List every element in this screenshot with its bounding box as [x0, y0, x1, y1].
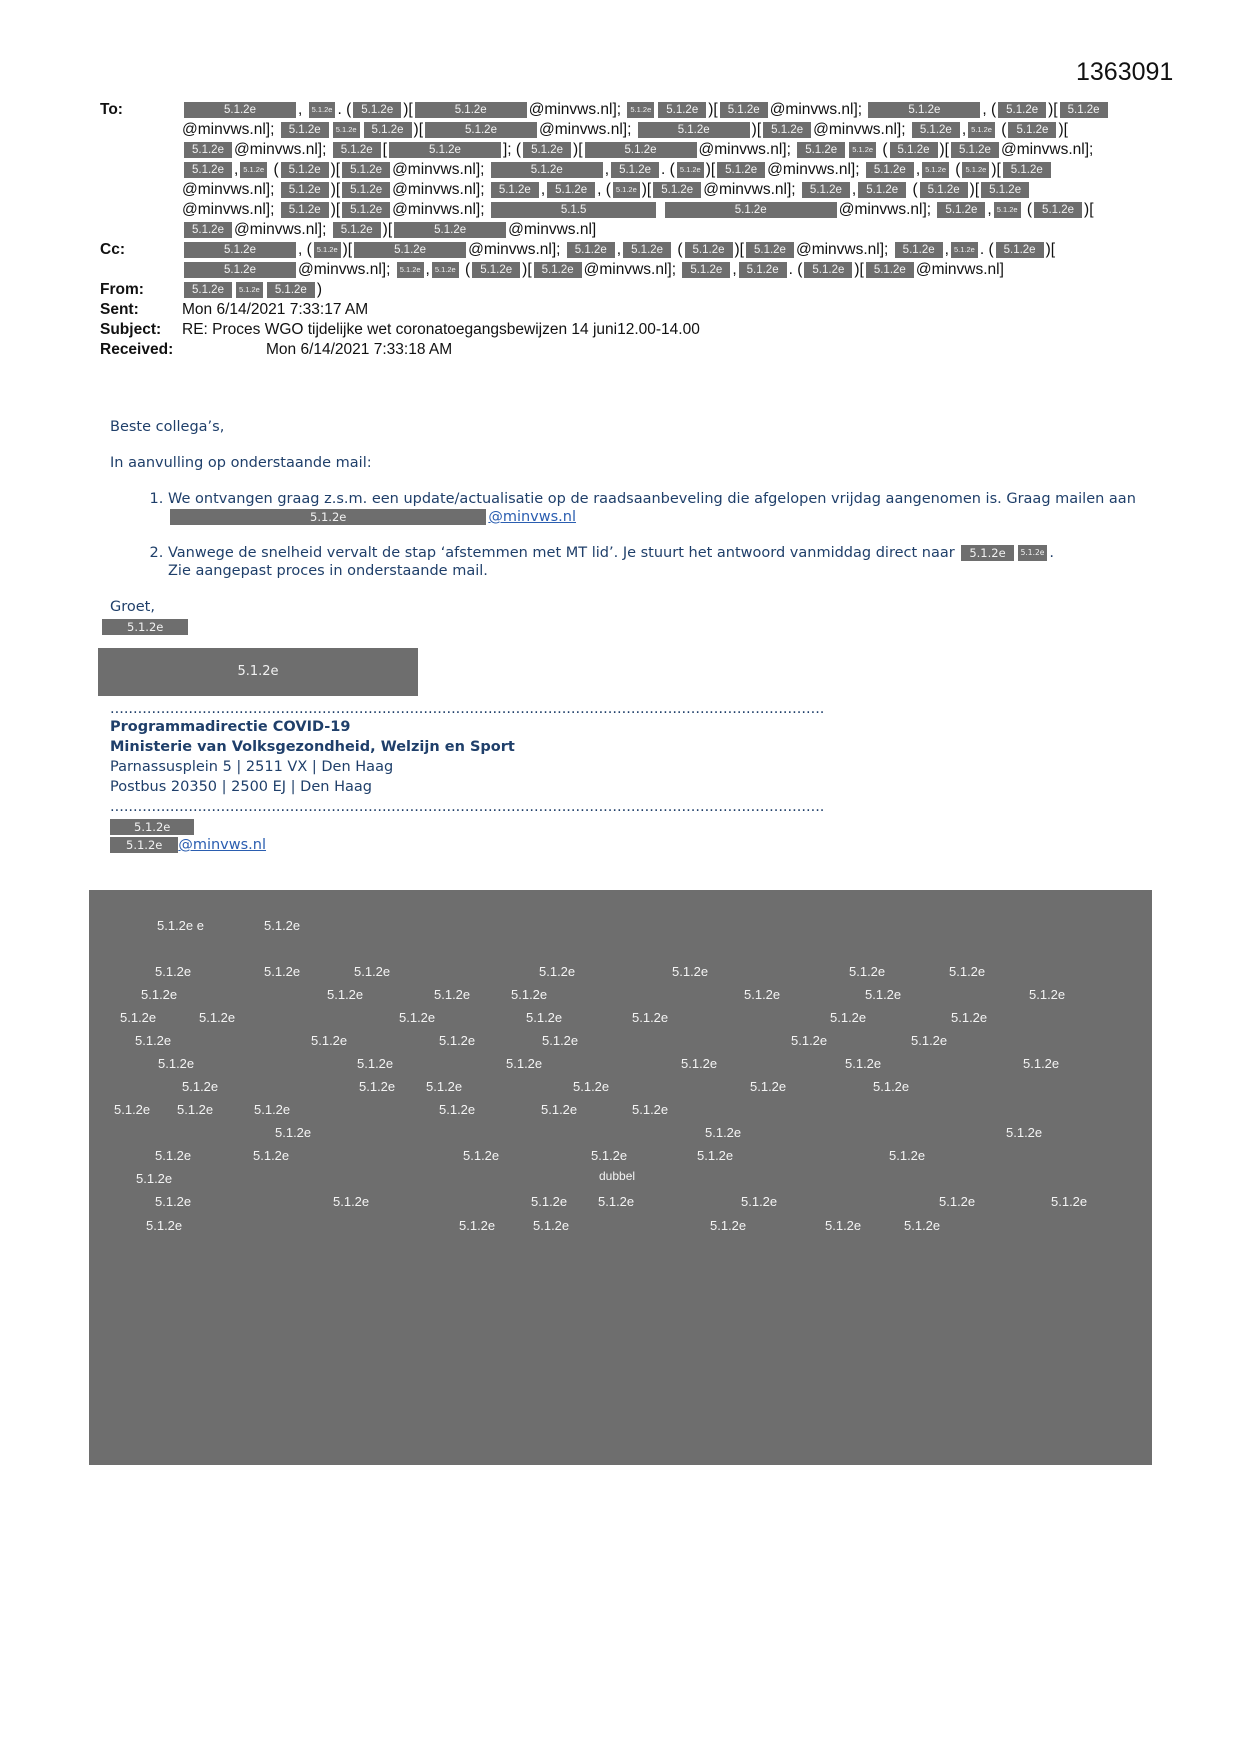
redaction-code: 5.1.2e — [311, 1033, 348, 1048]
redaction: 5.1.2e — [922, 162, 949, 178]
sent-value: Mon 6/14/2021 7:33:17 AM — [182, 301, 369, 318]
redaction-code: 5.1.2e — [533, 1218, 570, 1233]
email-domain: @minvws.nl]; — [838, 201, 932, 218]
redaction: 5.1.2e — [866, 162, 914, 178]
redaction: 5.1.2e — [547, 182, 595, 198]
redaction: 5.1.2e — [746, 242, 794, 258]
redaction: 5.1.2e — [240, 162, 267, 178]
redaction-code: 5.1.2e — [904, 1218, 941, 1233]
email-domain: @minvws.nl]; — [233, 141, 327, 158]
to-row — [100, 100, 1110, 240]
email-domain: @minvws.nl]; — [297, 261, 391, 278]
redaction-code: 5.1.2e — [275, 1125, 312, 1140]
email-domain: @minvws.nl]; — [698, 141, 791, 158]
document-number: 1363091 — [1076, 58, 1174, 86]
redaction-code: 5.1.2e — [830, 1010, 867, 1025]
redaction-code: 5.1.2e — [531, 1194, 568, 1209]
redaction-code: 5.1.2e — [333, 1194, 370, 1209]
redaction-code: 5.1.2e — [253, 1148, 290, 1163]
redaction-code: 5.1.2e — [949, 964, 986, 979]
redaction: 5.1.2e — [425, 122, 537, 138]
from-value: 5.1.2e 5.1.2e 5.1.2e ) — [182, 280, 1110, 300]
redaction: 5.1.2e — [611, 162, 659, 178]
redaction-code: 5.1.2e — [135, 1033, 172, 1048]
redaction: 5.1.2e — [937, 202, 985, 218]
redaction: 5.1.2e — [523, 142, 571, 158]
redaction: 5.1.2e — [281, 162, 329, 178]
redaction: 5.1.2e — [534, 262, 582, 278]
redaction: 5.1.2e — [342, 182, 390, 198]
redaction-code: 5.1.2e — [155, 1148, 192, 1163]
email-domain: @minvws.nl]; — [538, 121, 632, 138]
redaction-code: 5.1.2e — [327, 987, 364, 1002]
email-domain: @minvws.nl]; — [182, 201, 275, 218]
signature-image-redaction — [98, 648, 418, 696]
email-domain: @minvws.nl]; — [583, 261, 677, 278]
sent-row — [100, 300, 1110, 320]
item1-text: We ontvangen graag z.s.m. een update/actualisatie op de raadsaanbeveling die afgelopen vrijdag aangenomen is. Graag mailen aan — [168, 491, 1136, 507]
redaction: 5.1.2e — [110, 819, 194, 835]
redaction: 5.1.2e — [981, 182, 1029, 198]
redaction: 5.1.2e — [184, 162, 232, 178]
redaction-code: 5.1.2e — [354, 964, 391, 979]
redaction: 5.1.2e — [342, 202, 390, 218]
redaction: 5.1.2e — [638, 122, 750, 138]
redaction: 5.1.2e — [184, 222, 232, 238]
redaction: 5.1.2e — [1034, 202, 1082, 218]
redaction-code: 5.1.2e — [511, 987, 548, 1002]
redaction-code: 5.1.2e — [264, 918, 301, 933]
redaction: 5.1.2e — [1003, 162, 1051, 178]
redaction-code: 5.1.2e — [750, 1079, 787, 1094]
redaction: 5.1.2e — [184, 282, 232, 298]
sent-label: Sent: — [100, 301, 139, 318]
redaction-code: 5.1.2e — [1029, 987, 1066, 1002]
redaction: 5.1.2e — [968, 122, 995, 138]
redaction: 5.1.2e — [623, 242, 671, 258]
redaction-code: 5.1.2e — [632, 1010, 669, 1025]
email-domain: @minvws.nl] — [508, 221, 597, 238]
redacted-block — [89, 890, 1152, 1465]
received-label: Received: — [100, 341, 174, 358]
redaction-code: 5.1.2e — [542, 1033, 579, 1048]
item2-line2: Zie aangepast proces in onderstaande mail. — [168, 563, 488, 579]
redaction-code: 5.1.2e — [439, 1033, 476, 1048]
cc-recipients: 5.1.2e , ( 5.1.2e )[ 5.1.2e @minvws.nl]; 5.1.2e , 5.1.2e ( 5.1.2e )[ 5.1.2e @minvws.nl]; 5.1.2e , 5.1.2e . ( 5.1.2e )[5.1.2e @minvws.nl]; 5.1.2e , 5.1.2e ( 5.1.2e )[ 5.1.2e @minvws.nl]; 5.1.2e , 5.1.2e . ( 5.1.2e )[ 5.1.2e @minvws.nl] — [182, 240, 1110, 280]
email-domain: @minvws.nl]; — [182, 121, 275, 138]
redaction: 5.1.2e — [415, 102, 527, 118]
email-domain: @minvws.nl]; — [468, 241, 561, 258]
address-line1: Parnassusplein 5 | 2511 VX | Den Haag — [110, 759, 394, 775]
redaction: 5.1.2e — [763, 122, 811, 138]
to-label: To: — [100, 101, 123, 118]
redaction-code: 5.1.2e — [705, 1125, 742, 1140]
redaction-code: 5.1.2e — [865, 987, 902, 1002]
redaction-code: 5.1.2e — [114, 1102, 151, 1117]
redaction-code: 5.1.2e — [873, 1079, 910, 1094]
divider: ........................................................................................................................................................... — [110, 701, 825, 717]
redaction: 5.1.2e — [432, 262, 459, 278]
greeting: Beste collega’s, — [110, 419, 225, 435]
email-domain: @minvws.nl]; — [233, 221, 327, 238]
redaction: 5.1.2e — [890, 142, 938, 158]
to-recipients: 5.1.2e , 5.1.2e . ( 5.1.2e )[ 5.1.2e @minvws.nl]; 5.1.2e 5.1.2e )[ 5.1.2e @minvws.nl]; 5.1.2e , ( 5.1.2e )[ 5.1.2e@minvws.nl]; 5.1.2e 5.1.2e 5.1.2e )[ 5.1.2e @minvws.nl]; 5.1.2e )[ 5.1.2e @minvws.nl]; 5.1.2e , 5.1.2e ( 5.1.2e )[5.1.2e @minvws.nl]; 5.1.2e [ 5.1.2e ]; ( 5.1.2e )[ 5.1.2e @minvws.nl]; 5.1.2e 5.1.2e ( 5.1.2e )[ 5.1.2e @minvws.nl]; 5.1.2e , 5.1.2e ( 5.1.2e )[ 5.1.2e @minvws.nl]; 5.1.2e , 5.1.2e . ( 5.1.2e )[ 5.1.2e @minvws.nl]; 5.1.2e , 5.1.2e ( 5.1.2e )[ 5.1.2e@minvws.nl]; 5.1.2e )[ 5.1.2e @minvws.nl]; 5.1.2e , 5.1.2e , ( 5.1.2e )[ 5.1.2e @minvws.nl]; 5.1.2e , 5.1.2e ( 5.1.2e )[ 5.1.2e@minvws.nl]; 5.1.2e )[ 5.1.2e @minvws.nl]; 5.1.5 5.1.2e @minvws.nl]; 5.1.2e , 5.1.2e ( 5.1.2e )[5.1.2e @minvws.nl]; 5.1.2e )[ 5.1.2e @minvws.nl] — [182, 100, 1110, 240]
subject-value: RE: Proces WGO tijdelijke wet coronatoegangsbewijzen 14 juni12.00-14.00 — [182, 321, 700, 338]
email-header — [100, 100, 1110, 360]
redaction: 5.1.2e — [585, 142, 697, 158]
email-domain: @minvws.nl]; — [528, 101, 622, 118]
redaction: 5.1.2e — [627, 102, 654, 118]
email-domain: @minvws.nl]; — [703, 181, 796, 198]
redaction-code: 5.1.2e e — [157, 918, 204, 933]
redaction: 5.1.2e — [110, 837, 178, 853]
contact-email — [110, 836, 1140, 854]
redaction-code: 5.1.2e — [506, 1056, 543, 1071]
redaction: 5.1.2e — [333, 122, 360, 138]
redaction: 5.1.2e — [797, 142, 845, 158]
email-domain: @minvws.nl]; — [182, 181, 275, 198]
redaction-code: 5.1.2e — [426, 1079, 463, 1094]
subject-label: Subject: — [100, 321, 162, 338]
redaction: 5.1.2e — [682, 262, 730, 278]
redaction-code: 5.1.2e — [1023, 1056, 1060, 1071]
redaction: 5.1.2e — [333, 222, 381, 238]
org-line2: Ministerie van Volksgezondheid, Welzijn en Sport — [110, 739, 515, 755]
redaction-code: 5.1.2e — [672, 964, 709, 979]
email-domain: @minvws.nl]; — [392, 181, 485, 198]
redaction: 5.1.2e — [720, 102, 768, 118]
redaction-code: 5.1.2e — [177, 1102, 214, 1117]
redaction-code: 5.1.2e — [1006, 1125, 1043, 1140]
email-link[interactable]: @minvws.nl — [488, 509, 577, 525]
redaction-code: 5.1.2e — [199, 1010, 236, 1025]
redaction-code: 5.1.2e — [463, 1148, 500, 1163]
redaction-code: 5.1.2e — [598, 1194, 635, 1209]
redaction: 5.1.2e — [912, 122, 960, 138]
redaction-code: 5.1.2e — [744, 987, 781, 1002]
redaction: 5.1.2e — [994, 202, 1021, 218]
redaction: 5.1.2e — [309, 102, 336, 118]
redaction: 5.1.2e — [677, 162, 704, 178]
cc-label: Cc: — [100, 241, 125, 258]
redaction: 5.1.2e — [951, 242, 978, 258]
redaction: 5.1.2e — [802, 182, 850, 198]
intro: In aanvulling op onderstaande mail: — [110, 455, 372, 471]
list-item — [168, 544, 1140, 580]
redaction-code: 5.1.2e — [632, 1102, 669, 1117]
redaction: 5.1.2e — [567, 242, 615, 258]
redaction: 5.1.2e — [237, 664, 279, 679]
redaction-code: 5.1.2e — [741, 1194, 778, 1209]
redaction: 5.1.2e — [184, 242, 296, 258]
email-domain: @minvws.nl]; — [392, 161, 485, 178]
redaction: 5.1.2e — [858, 182, 906, 198]
redaction: 5.1.2e — [849, 142, 876, 158]
redaction-code: 5.1.2e — [911, 1033, 948, 1048]
redaction-code: 5.1.2e — [155, 1194, 192, 1209]
closing: Groet, — [110, 599, 155, 615]
redaction: 5.1.2e — [354, 242, 466, 258]
redaction: 5.1.2e — [281, 202, 329, 218]
redaction-code: 5.1.2e — [951, 1010, 988, 1025]
redaction-code: 5.1.2e — [539, 964, 576, 979]
redaction: 5.1.2e — [314, 242, 341, 258]
email-domain: @minvws.nl]; — [1000, 141, 1094, 158]
redaction-code: 5.1.2e — [573, 1079, 610, 1094]
received-row — [100, 340, 1110, 360]
redaction-code: 5.1.2e — [541, 1102, 578, 1117]
item2-text: Vanwege de snelheid vervalt de stap ‘afstemmen met MT lid’. Je stuurt het antwoord vanmiddag direct naar — [168, 545, 955, 561]
action-list — [110, 490, 1140, 580]
redaction-code: 5.1.2e — [591, 1148, 628, 1163]
redaction-code: 5.1.2e — [264, 964, 301, 979]
redaction: 5.1.2e — [102, 619, 188, 635]
redaction: 5.1.2e — [170, 509, 486, 525]
email-link[interactable]: @minvws.nl — [178, 837, 267, 853]
redaction: 5.1.2e — [804, 262, 852, 278]
redaction-code: 5.1.2e — [681, 1056, 718, 1071]
redaction-code: 5.1.2e — [434, 987, 471, 1002]
email-domain: @minvws.nl] — [915, 261, 1004, 278]
redaction: 5.1.2e — [389, 142, 501, 158]
redaction: 5.1.2e — [866, 262, 914, 278]
redaction-code: 5.1.2e — [357, 1056, 394, 1071]
redaction-code: 5.1.2e — [459, 1218, 496, 1233]
redaction: 5.1.2e — [996, 242, 1044, 258]
redaction: 5.1.2e — [1060, 102, 1108, 118]
email-body — [110, 418, 1140, 854]
email-domain: @minvws.nl]; — [767, 161, 860, 178]
redaction-code: 5.1.2e — [141, 987, 178, 1002]
redaction: 5.1.2e — [394, 222, 506, 238]
redaction: 5.1.2e — [397, 262, 424, 278]
redaction-code: 5.1.2e — [889, 1148, 926, 1163]
divider: ........................................................................................................................................................... — [110, 799, 825, 815]
redaction-code: 5.1.2e — [710, 1218, 747, 1233]
redaction: 5.1.2e — [491, 182, 539, 198]
redaction: 5.1.2e — [653, 182, 701, 198]
redaction-code: 5.1.2e — [399, 1010, 436, 1025]
redaction-code: 5.1.2e — [939, 1194, 976, 1209]
redaction: 5.1.2e — [342, 162, 390, 178]
list-item — [168, 490, 1140, 526]
subject-row — [100, 320, 1110, 340]
redaction-code: 5.1.2e — [120, 1010, 157, 1025]
signature — [110, 700, 1140, 854]
redaction-code: 5.1.2e — [849, 964, 886, 979]
email-domain: @minvws.nl]; — [813, 121, 906, 138]
redaction: 5.1.2e — [281, 122, 329, 138]
redaction: 5.1.2e — [613, 182, 640, 198]
received-value: Mon 6/14/2021 7:33:18 AM — [266, 341, 453, 358]
redaction-code: 5.1.2e — [136, 1171, 173, 1186]
sender-redaction — [102, 618, 1140, 636]
redaction: 5.1.2e — [717, 162, 765, 178]
item2-text-after: . — [1049, 545, 1054, 561]
redaction: 5.1.2e — [1008, 122, 1056, 138]
redaction: 5.1.2e — [1018, 545, 1048, 561]
redaction: 5.1.2e — [236, 282, 263, 298]
redaction: 5.1.2e — [333, 142, 381, 158]
redaction: 5.1.2e — [665, 202, 837, 218]
redaction: 5.1.2e — [184, 262, 296, 278]
redaction: 5.1.2e — [184, 102, 296, 118]
email-domain: @minvws.nl]; — [769, 101, 863, 118]
redaction-code: 5.1.2e — [155, 964, 192, 979]
redaction-code: 5.1.2e — [158, 1056, 195, 1071]
redaction-code: 5.1.2e — [845, 1056, 882, 1071]
redaction-code: 5.1.2e — [1051, 1194, 1088, 1209]
redaction: 5.1.2e — [472, 262, 520, 278]
redaction-code: 5.1.2e — [254, 1102, 291, 1117]
redaction: 5.1.2e — [998, 102, 1046, 118]
redaction: 5.1.2e — [491, 162, 603, 178]
email-domain: @minvws.nl]; — [795, 241, 889, 258]
org-line1: Programmadirectie COVID-19 — [110, 719, 351, 735]
redaction: 5.1.5 — [491, 202, 657, 218]
redaction-code: 5.1.2e — [825, 1218, 862, 1233]
redaction: 5.1.2e — [364, 122, 412, 138]
redaction: 5.1.2e — [184, 142, 232, 158]
cc-row — [100, 240, 1110, 280]
redaction: 5.1.2e — [281, 182, 329, 198]
redaction-code: 5.1.2e — [182, 1079, 219, 1094]
email-domain: @minvws.nl]; — [392, 201, 485, 218]
contact-redaction — [110, 818, 1140, 836]
visible-word: dubbel — [599, 1169, 636, 1183]
redaction: 5.1.2e — [685, 242, 733, 258]
redaction-code: 5.1.2e — [697, 1148, 734, 1163]
address-line2: Postbus 20350 | 2500 EJ | Den Haag — [110, 779, 372, 795]
redaction-code: 5.1.2e — [146, 1218, 183, 1233]
from-row — [100, 280, 1110, 300]
redaction: 5.1.2e — [962, 162, 989, 178]
redaction-code: 5.1.2e — [791, 1033, 828, 1048]
redaction: 5.1.2e — [951, 142, 999, 158]
redaction: 5.1.2e — [868, 102, 980, 118]
redaction: 5.1.2e — [353, 102, 401, 118]
redaction-code: 5.1.2e — [359, 1079, 396, 1094]
redaction: 5.1.2e — [961, 545, 1013, 561]
from-label: From: — [100, 281, 144, 298]
redaction: 5.1.2e — [658, 102, 706, 118]
redaction-code: 5.1.2e — [439, 1102, 476, 1117]
redaction: 5.1.2e — [895, 242, 943, 258]
redaction-code: 5.1.2e — [526, 1010, 563, 1025]
redaction: 5.1.2e — [920, 182, 968, 198]
redaction: 5.1.2e — [739, 262, 787, 278]
redaction: 5.1.2e — [267, 282, 315, 298]
